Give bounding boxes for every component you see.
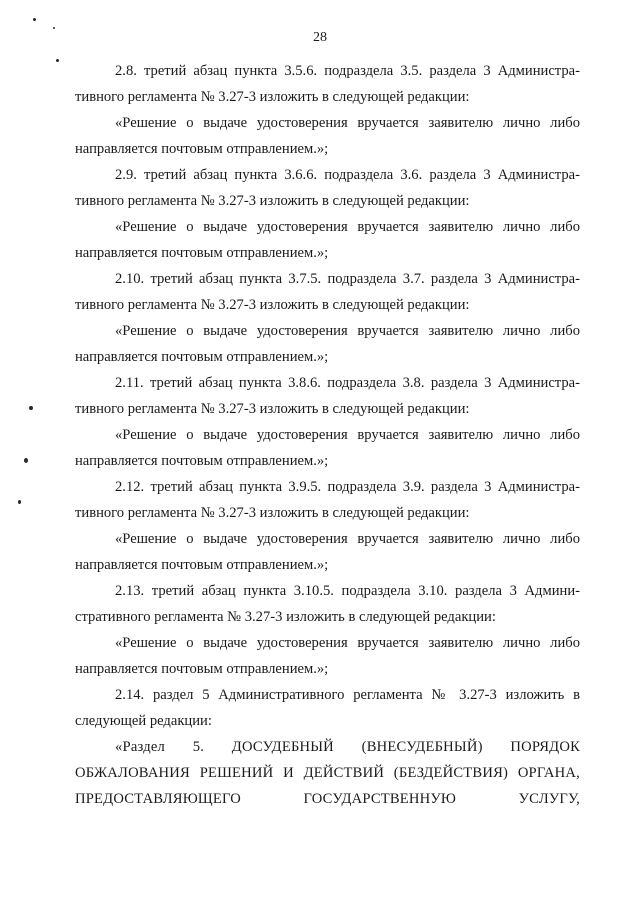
- text-line: тивного регламента № 3.27-3 изложить в следующей редакции:: [75, 297, 470, 313]
- text-line: 2.8. третий абзац пункта 3.5.6. подраздела 3.5. раздела 3 Администра-: [115, 63, 580, 79]
- scan-speck: [24, 458, 28, 463]
- scan-speck: [56, 59, 59, 62]
- text-line: тивного регламента № 3.27-3 изложить в следующей редакции:: [75, 89, 470, 105]
- scan-speck: [29, 406, 33, 410]
- scan-speck: [53, 27, 55, 29]
- text-line: ПРЕДОСТАВЛЯЮЩЕГО ГОСУДАРСТВЕННУЮ УСЛУГУ,: [75, 791, 580, 807]
- text-line: 2.14. раздел 5 Административного регламента № 3.27-3 изложить в: [115, 687, 580, 703]
- document-body: [75, 58, 580, 812]
- text-line: тивного регламента № 3.27-3 изложить в следующей редакции:: [75, 401, 470, 417]
- text-line: 2.9. третий абзац пункта 3.6.6. подраздела 3.6. раздела 3 Администра-: [115, 167, 580, 183]
- text-line: тивного регламента № 3.27-3 изложить в следующей редакции:: [75, 505, 470, 521]
- page-number: 28: [313, 30, 327, 45]
- text-line: направляется почтовым отправлением.»;: [75, 349, 329, 365]
- text-line: 2.10. третий абзац пункта 3.7.5. подраздела 3.7. раздела 3 Администра-: [115, 271, 580, 287]
- text-line: направляется почтовым отправлением.»;: [75, 557, 329, 573]
- text-line: направляется почтовым отправлением.»;: [75, 245, 329, 261]
- text-line: тивного регламента № 3.27-3 изложить в следующей редакции:: [75, 193, 470, 209]
- scan-speck: [18, 500, 21, 504]
- text-line: «Решение о выдаче удостоверения вручается заявителю лично либо: [115, 323, 580, 339]
- text-line: «Раздел 5. ДОСУДЕБНЫЙ (ВНЕСУДЕБНЫЙ) ПОРЯДОК: [115, 739, 580, 755]
- text-line: следующей редакции:: [75, 713, 212, 729]
- text-line: «Решение о выдаче удостоверения вручается заявителю лично либо: [115, 219, 580, 235]
- text-line: «Решение о выдаче удостоверения вручается заявителю лично либо: [115, 531, 580, 547]
- scan-speck: [33, 18, 36, 21]
- text-line: 2.11. третий абзац пункта 3.8.6. подраздела 3.8. раздела 3 Администра-: [115, 375, 580, 391]
- text-line: направляется почтовым отправлением.»;: [75, 661, 329, 677]
- text-line: «Решение о выдаче удостоверения вручается заявителю лично либо: [115, 635, 580, 651]
- text-line: ОБЖАЛОВАНИЯ РЕШЕНИЙ И ДЕЙСТВИЙ (БЕЗДЕЙСТВИЯ) ОРГАНА,: [75, 765, 580, 781]
- text-line: «Решение о выдаче удостоверения вручается заявителю лично либо: [115, 427, 580, 443]
- text-line: 2.13. третий абзац пункта 3.10.5. подраздела 3.10. раздела 3 Админи-: [115, 583, 580, 599]
- text-line: «Решение о выдаче удостоверения вручается заявителю лично либо: [115, 115, 580, 131]
- text-line: направляется почтовым отправлением.»;: [75, 141, 329, 157]
- text-line: 2.12. третий абзац пункта 3.9.5. подраздела 3.9. раздела 3 Администра-: [115, 479, 580, 495]
- text-line: направляется почтовым отправлением.»;: [75, 453, 329, 469]
- text-line: стративного регламента № 3.27-3 изложить в следующей редакции:: [75, 609, 496, 625]
